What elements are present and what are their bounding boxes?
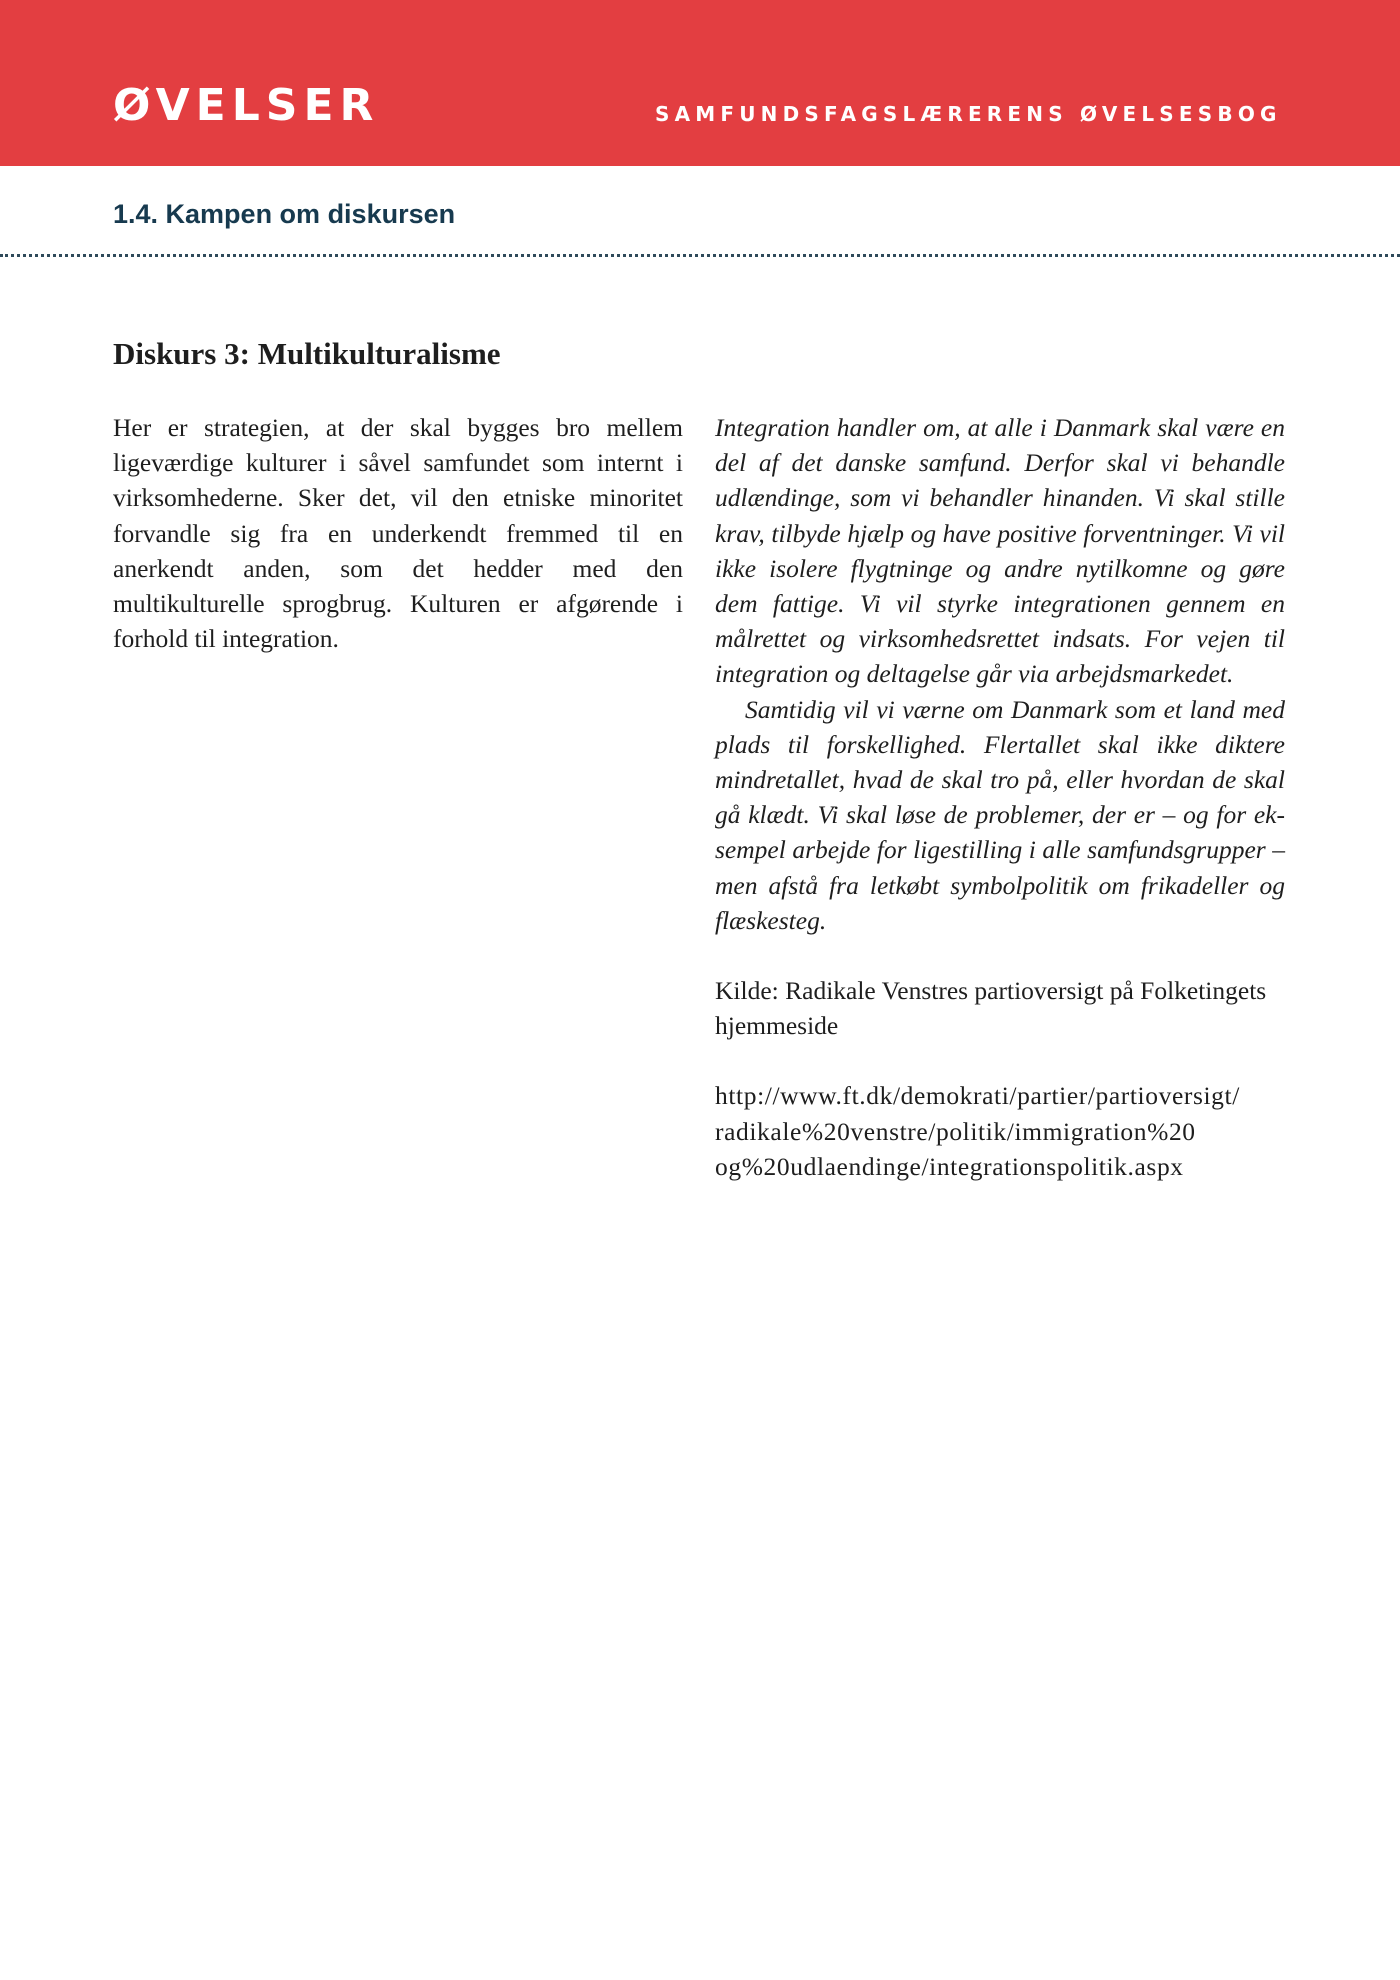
source-url-line[interactable]: og%20udlaendinge/integrationspolitik.aspx (715, 1151, 1184, 1181)
header-title: ØVELSER (113, 80, 380, 131)
quote-paragraph: Integration handler om, at alle i Danmark skal være en del af det danske samfund. Derfor skal vi behandle udlændinge, som vi behandler hinanden. Vi skal stille krav, tilbyde hjælp og have positive forventninger. Vi vil ikke isolere flygtninge og andre nytilkomne og gøre dem fattige. Vi vil styrke integrationen gennem en målrettet og virksomhedsrettet indsats. For vejen til integration og deltagelse går via arbejdsmarkedet. (715, 413, 1285, 689)
section-heading: 1.4. Kampen om diskursen (113, 199, 456, 229)
source-url-line[interactable]: radikale%20venstre/politik/immigration%20 (715, 1116, 1196, 1146)
quote-column (715, 410, 1285, 1184)
discourse-body (113, 410, 683, 656)
header-band (0, 0, 1400, 166)
discourse-paragraph: Her er strategien, at der skal bygges bro mellem ligeværdige kulturer i såvel samfundet som internt i virksomhederne. Sker det, vil den etniske minoritet forvandle sig fra en underkendt fremmed til en anerkendt anden, som det hedder med den multikulturelle sprogbrug. Kulturen er afgørende i forhold til integration. (113, 413, 683, 654)
quote-paragraph: Samtidig vil vi værne om Danmark som et land med plads til forskellighed. Flertallet skal ikke diktere mindretallet, hvad de skal tro på, eller hvordan de skal gå klædt. Vi skal løse de problemer, der er – og for eksempel arbejde for ligestilling i alle samfundsgrupper – men afstå fra letkøbt symbolpolitik om frikadeller og flæskesteg. (715, 694, 1285, 935)
source-url-line[interactable]: http://www.ft.dk/demokrati/partier/partioversigt/ (715, 1081, 1240, 1111)
source-url[interactable] (715, 1078, 1285, 1184)
quote-block (715, 410, 1285, 938)
discourse-title: Diskurs 3: Multikulturalisme (113, 336, 501, 371)
book-title: SAMFUNDSFAGSLÆRERENS ØVELSESBOG (655, 102, 1282, 126)
dotted-divider (0, 254, 1400, 257)
source-citation: Kilde: Radikale Venstres partioversigt på Folketingets hjemmeside (715, 976, 1267, 1041)
